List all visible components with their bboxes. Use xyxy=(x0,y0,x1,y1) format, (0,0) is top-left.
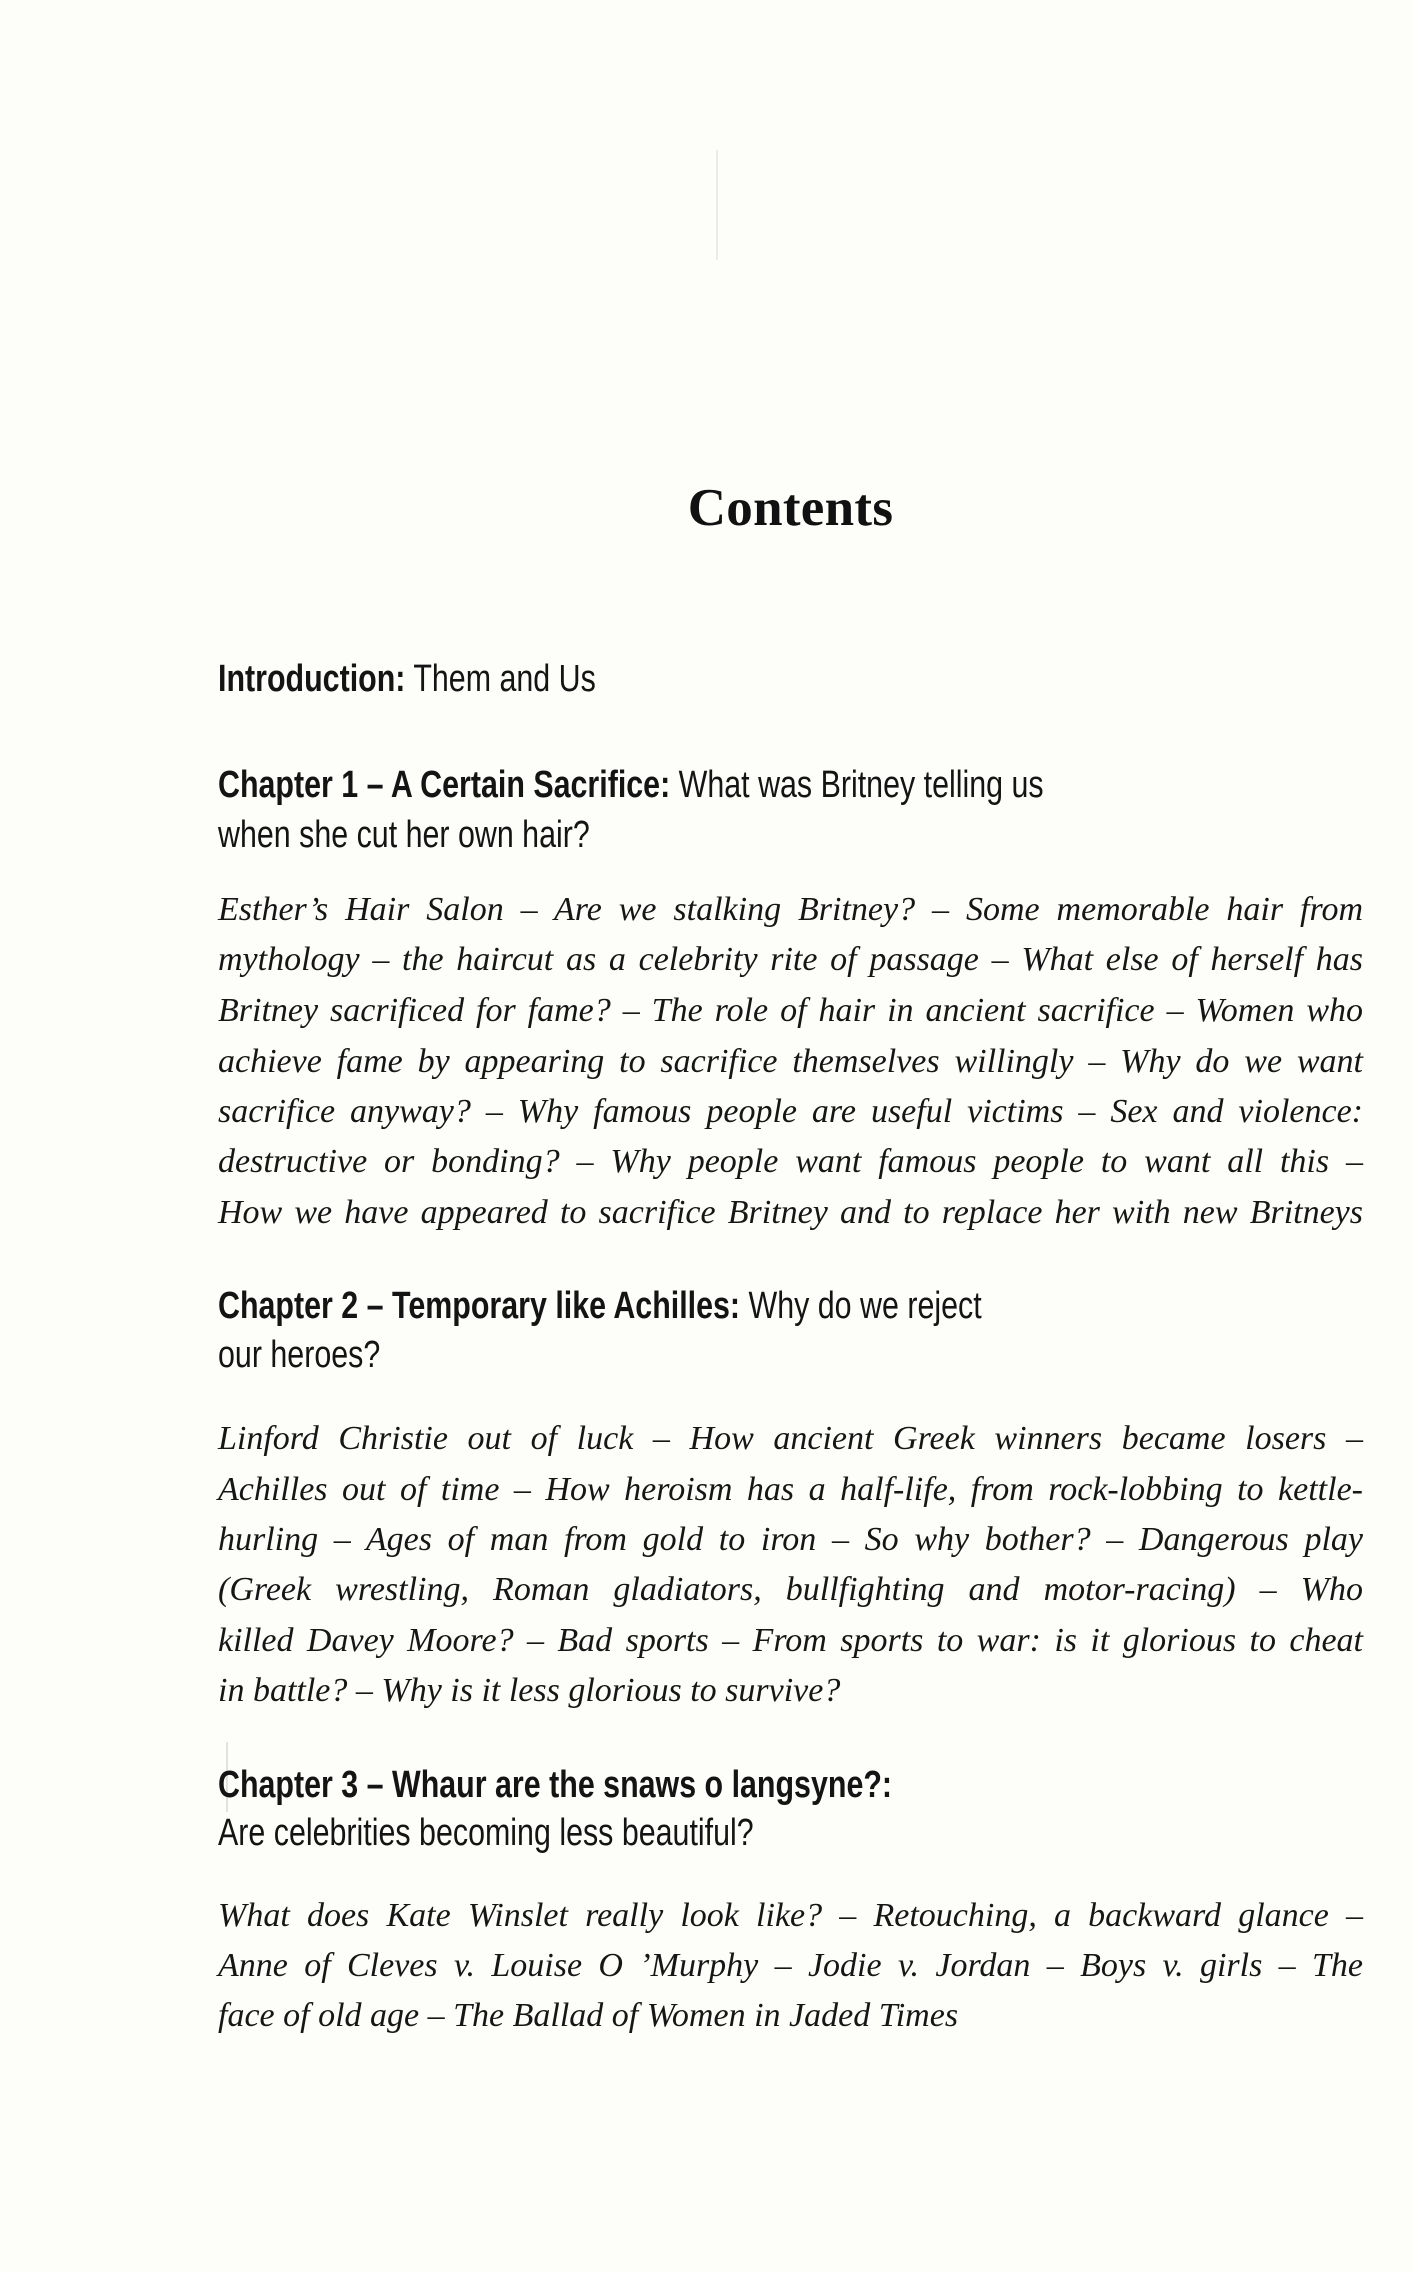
entry-heading-subtitle: Why do we reject xyxy=(740,1285,982,1327)
entry-heading xyxy=(218,654,596,704)
entry-heading-bold: Chapter 1 – A Certain Sacrifice: xyxy=(218,764,671,806)
entry-summary-line: (Greek wrestling, Roman gladiators, bullfighting and motor-racing) – Who xyxy=(218,1571,1363,1608)
entry-summary-line: achieve fame by appearing to sacrifice themselves willingly – Why do we want xyxy=(218,1043,1363,1080)
entry-summary-line: killed Davey Moore? – Bad sports – From sports to war: is it glorious to cheat xyxy=(218,1622,1363,1659)
entry-summary-line: Achilles out of time – How heroism has a half-life, from rock-lobbing to kettle- xyxy=(218,1471,1363,1508)
entry-heading-bold: Chapter 2 – Temporary like Achilles: xyxy=(218,1285,741,1327)
entry-heading-subtitle: when she cut her own hair? xyxy=(218,814,590,856)
entry-summary-line: Anne of Cleves v. Louise O ’Murphy – Jodie v. Jordan – Boys v. girls – The xyxy=(218,1947,1363,1984)
entry-heading-subtitle: What was Britney telling us xyxy=(670,764,1044,806)
entry-summary-line: hurling – Ages of man from gold to iron – So why bother? – Dangerous play xyxy=(218,1521,1363,1558)
entry-heading xyxy=(218,1281,982,1331)
entry-heading-subtitle: Them and Us xyxy=(405,658,596,700)
entry-summary-line: Linford Christie out of luck – How ancient Greek winners became losers – xyxy=(218,1420,1363,1457)
entry-heading-subtitle: Are celebrities becoming less beautiful? xyxy=(218,1812,754,1854)
entry-summary-line: face of old age – The Ballad of Women in Jaded Times xyxy=(218,1997,959,2034)
entry-heading-continued xyxy=(218,1330,380,1380)
entry-heading xyxy=(218,760,1044,810)
entry-summary-line: sacrifice anyway? – Why famous people are useful victims – Sex and violence: xyxy=(218,1093,1363,1130)
entry-summary-line: What does Kate Winslet really look like? – Retouching, a backward glance – xyxy=(218,1897,1363,1934)
entry-summary-line: destructive or bonding? – Why people want famous people to want all this – xyxy=(218,1143,1363,1180)
scan-artifact-line xyxy=(716,150,718,260)
entry-summary-line: How we have appeared to sacrifice Britney and to replace her with new Britneys xyxy=(218,1194,1363,1231)
page-title: Contents xyxy=(687,478,894,537)
entry-heading-continued xyxy=(218,1808,754,1858)
entry-heading xyxy=(218,1760,892,1810)
entry-summary-line: Esther’s Hair Salon – Are we stalking Britney? – Some memorable hair from xyxy=(218,891,1363,928)
entry-summary-line: Britney sacrificed for fame? – The role of hair in ancient sacrifice – Women who xyxy=(218,992,1363,1029)
entry-summary-line: in battle? – Why is it less glorious to survive? xyxy=(218,1672,841,1709)
entry-heading-subtitle: our heroes? xyxy=(218,1334,381,1376)
entry-heading-bold: Introduction: xyxy=(218,658,406,700)
entry-summary-line: mythology – the haircut as a celebrity rite of passage – What else of herself has xyxy=(218,941,1363,978)
entry-heading-bold: Chapter 3 – Whaur are the snaws o langsyne?: xyxy=(218,1764,893,1806)
entry-heading-continued xyxy=(218,810,590,860)
